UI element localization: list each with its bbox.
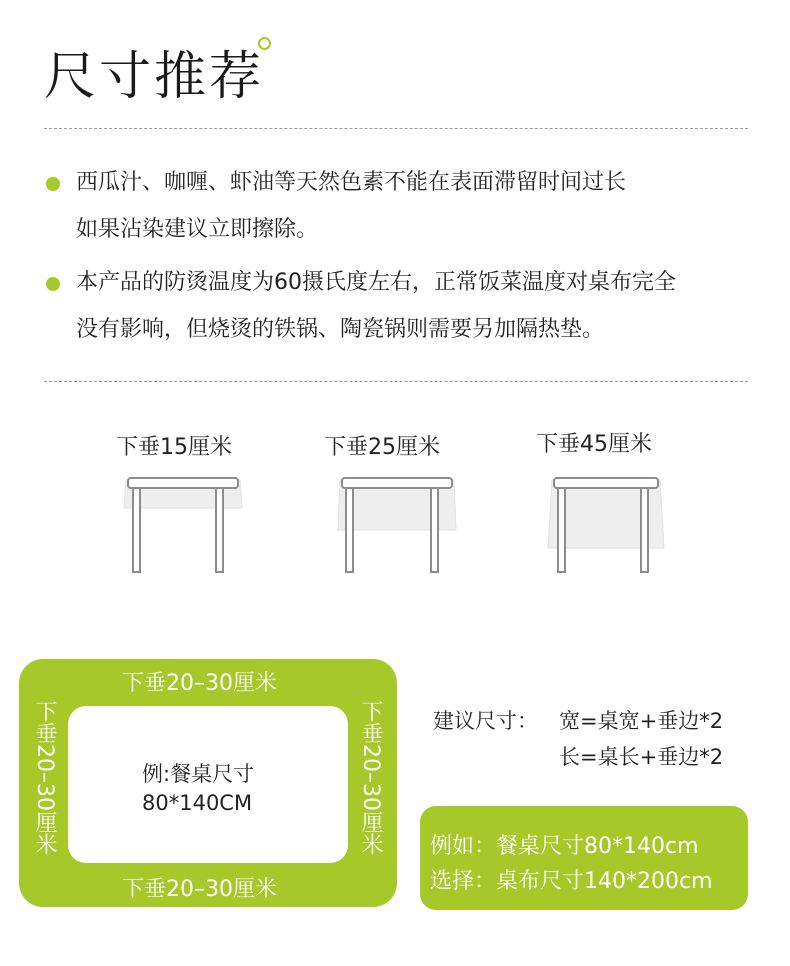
note-bullet-icon: [46, 277, 60, 291]
bottom-hang-label: 下垂20–30厘米: [122, 877, 277, 902]
table-size-example: [142, 760, 254, 818]
divider-top: [44, 128, 748, 129]
heat-note-line: 没有影响，但烧烫的铁锅、陶瓷锅则需要另加隔热垫。: [76, 317, 605, 342]
hang-15-label: 下垂15厘米: [116, 435, 232, 460]
top-hang-label: 下垂20–30厘米: [122, 671, 277, 696]
hang-25-label: 下垂25厘米: [324, 435, 440, 460]
example-table-size: 例如：餐桌尺寸80*140cm: [430, 834, 699, 859]
length-formula: 长=桌长+垂边*2: [559, 745, 724, 769]
suggestion-label: 建议尺寸：: [433, 709, 538, 733]
care-note-line: 西瓜汁、咖喱、虾油等天然色素不能在表面滞留时间过长: [76, 170, 627, 195]
page-title: 尺寸推荐: [44, 47, 265, 107]
accent-ring-icon: [258, 37, 271, 50]
hang-45-label: 下垂45厘米: [536, 432, 652, 457]
width-formula: 宽=桌宽+垂边*2: [559, 709, 724, 733]
divider-middle: [44, 381, 748, 382]
table-size-value: 80*140CM: [142, 791, 253, 815]
heat-note: [76, 259, 776, 353]
table-15cm-illustration: [118, 470, 248, 576]
table-25cm-illustration: [332, 470, 462, 576]
table-45cm-illustration: [546, 470, 676, 576]
care-note-line: 如果沾染建议立即擦除。: [76, 217, 319, 242]
heat-note-line: 本产品的防烫温度为60摄氏度左右，正常饭菜温度对桌布完全: [76, 270, 676, 295]
left-hang-label: 下垂20–30厘米: [32, 700, 57, 855]
care-note: [76, 159, 776, 253]
right-hang-label: 下垂20–30厘米: [358, 700, 383, 855]
example-cloth-size: 选择：桌布尺寸140*200cm: [430, 869, 713, 894]
table-size-caption: 例:餐桌尺寸: [142, 762, 255, 786]
note-bullet-icon: [46, 177, 60, 191]
